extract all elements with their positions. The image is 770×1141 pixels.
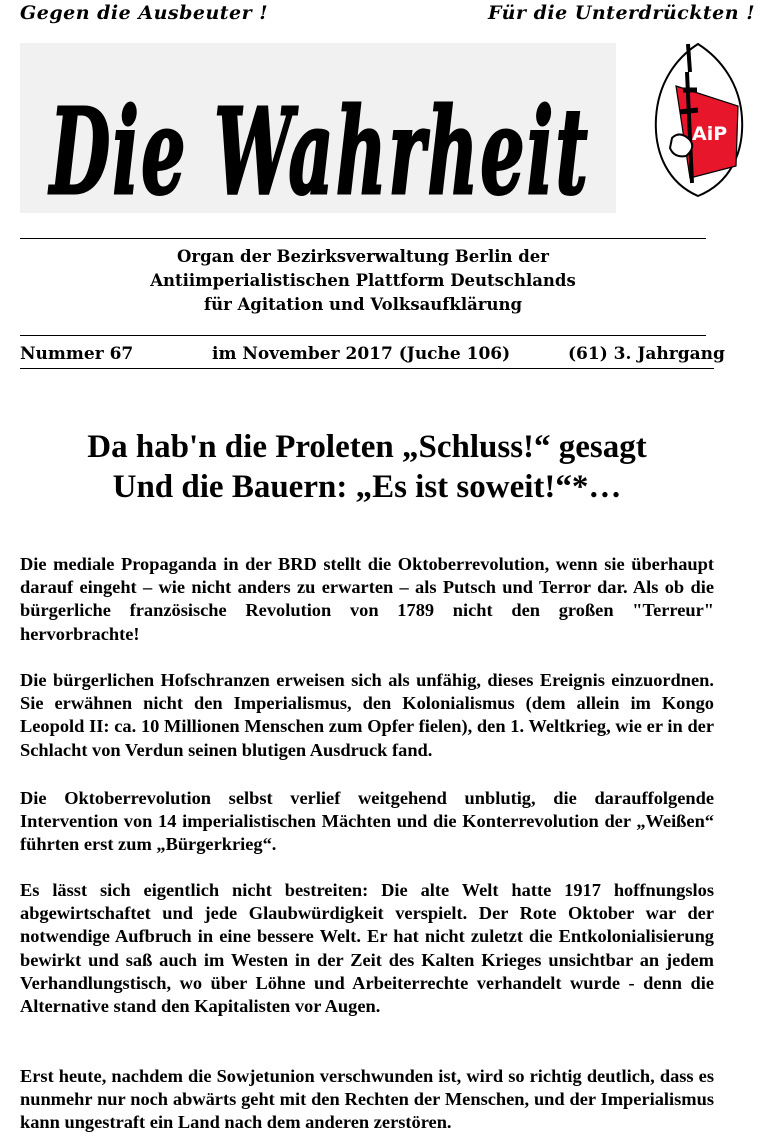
headline-line-1: Da hab'n die Proleten „Schluss!“ gesagt — [87, 429, 647, 465]
masthead-lettering — [20, 43, 616, 213]
motto-left: Gegen die Ausbeuter ! — [20, 2, 269, 24]
paragraph-4: Es lässt sich eigentlich nicht bestreiten: Die alte Welt hatte 1917 hoffnungslos abgewirtschaftet und jede Glaubwürdigkeit verspielt. Der Rote Oktober war der notwendige Aufbruch in eine bessere Welt. Er hat nicht zuletzt die Entkolonialisierung bewirkt und saß auch im Westen in der Zeit des Kalten Krieges unsichtbar an jedem Verhandlungstisch, wo über Löhne und Arbeiterrechte verhandelt wurde - denn die Alternative stand den Kapitalisten vor Augen. — [20, 880, 714, 1017]
paragraph-3: Die Oktoberrevolution selbst verlief weitgehend unblutig, die darauffolgende Intervention von 14 imperialistischen Mächten und die Konterrevolution der „Weißen“ führten erst zum „Bürgerkrieg“. — [20, 788, 714, 855]
rule-middle — [20, 335, 706, 336]
subtitle-line-2: Antiimperialistischen Plattform Deutschlands — [150, 271, 576, 290]
issue-number: Nummer 67 — [20, 344, 134, 364]
aip-logo — [650, 38, 748, 200]
motto-right: Für die Unterdrückten ! — [488, 2, 756, 24]
subtitle-line-3: für Agitation und Volksaufklärung — [203, 295, 523, 314]
masthead — [20, 43, 616, 213]
issue-date: im November 2017 (Juche 106) — [212, 344, 511, 364]
issue-bar — [20, 340, 725, 369]
logo-text: AiP — [692, 123, 728, 145]
paragraph-2: Die bürgerlichen Hofschranzen erweisen sich als unfähig, dieses Ereignis einzuordnen. Sie erwähnen nicht den Imperialismus, den Kolonialismus (dem allein im Kongo Leopold II: ca. 10 Millionen Menschen zum Opfer fielen), den 1. Weltkrieg, wie er in der Schlacht von Verdun seinen blutigen Ausdruck fand. — [20, 670, 714, 760]
headline-line-2: Und die Bauern: „Es ist soweit!“*… — [112, 469, 622, 505]
paragraph-1: Die mediale Propaganda in der BRD stellt die Oktoberrevolution, wenn sie überhaupt darauf eingeht – wie nicht anders zu erwarten – als Putsch und Terror dar. Als ob die bürgerliche französische Revolution von 1789 nicht den großen "Terreur" hervorbrachte! — [20, 554, 714, 644]
subtitle-line-1: Organ der Bezirksverwaltung Berlin der — [177, 247, 549, 266]
issue-volume: (61) 3. Jahrgang — [568, 344, 725, 364]
masthead-title: Die Wahrheit — [48, 82, 590, 213]
paragraph-5: Erst heute, nachdem die Sowjetunion verschwunden ist, wird so richtig deutlich, dass es nunmehr nur noch abwärts geht mit den Rechten der Menschen, und der Imperialismus kann ungestraft ein Land nach dem anderen zerstören. — [20, 1066, 714, 1133]
rule-top — [20, 238, 706, 239]
